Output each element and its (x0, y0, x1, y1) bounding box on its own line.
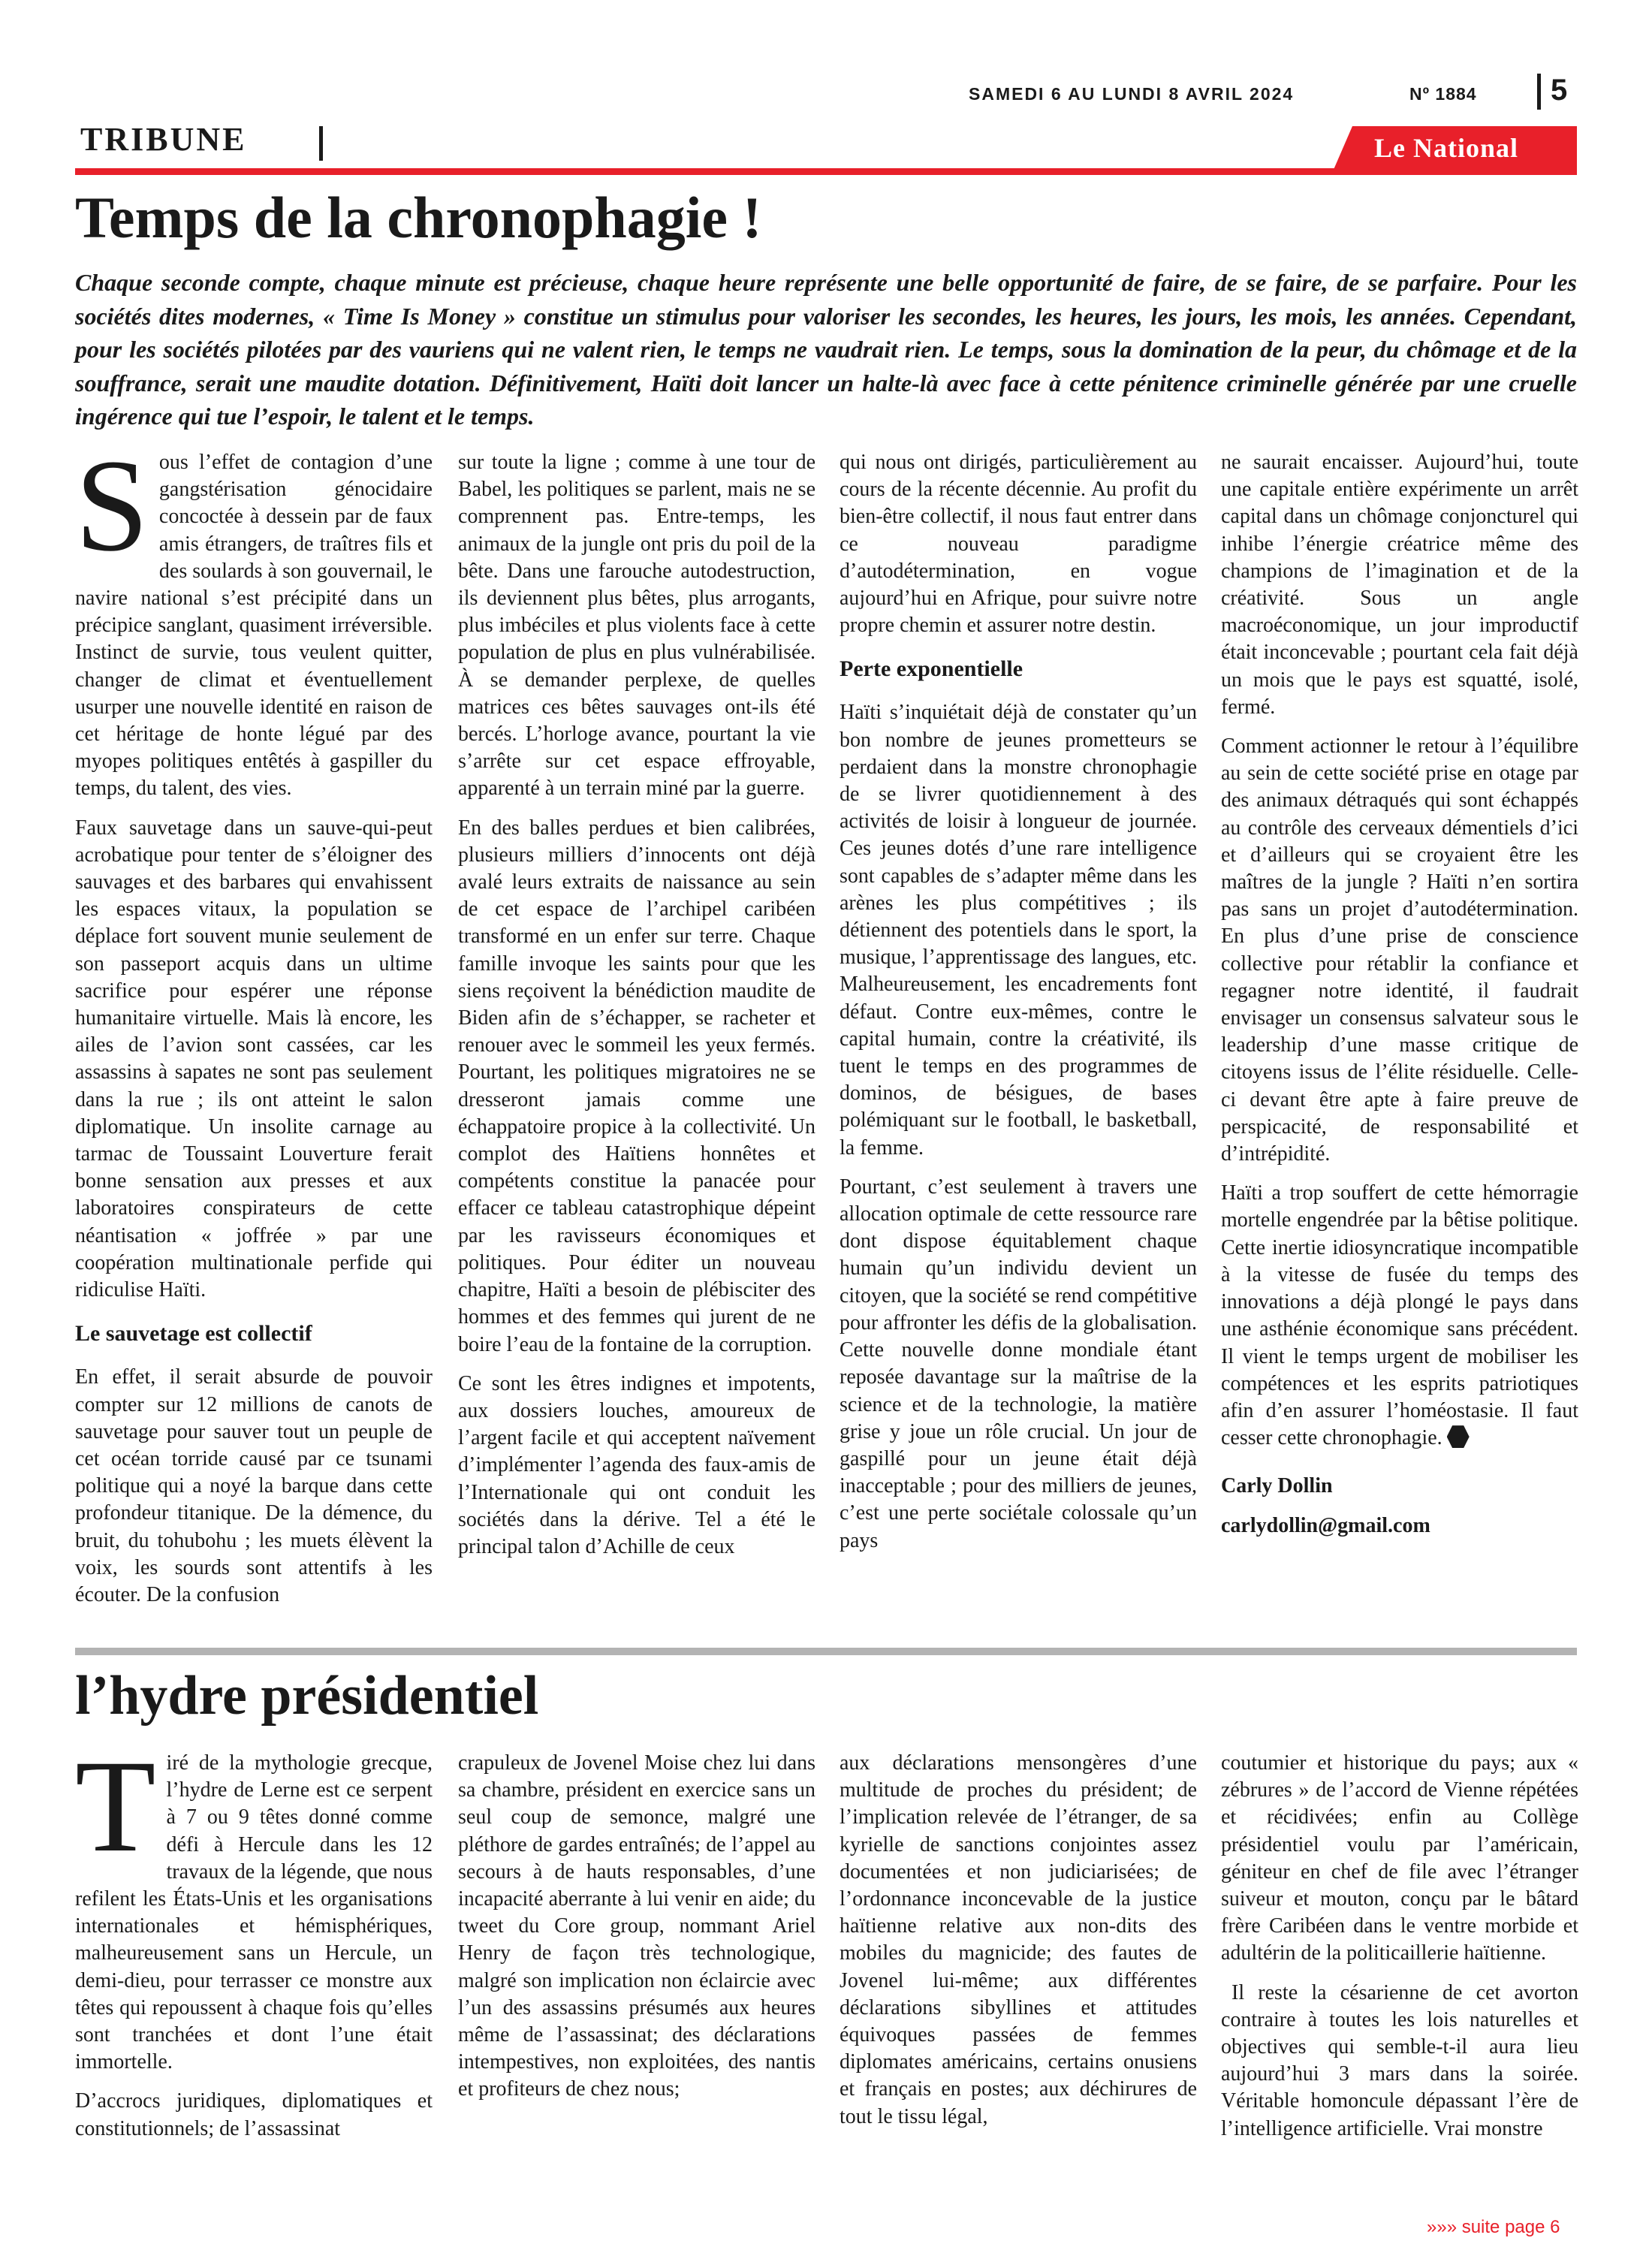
article-column-3 (840, 449, 1197, 1567)
subheading: Perte exponentielle (840, 656, 1023, 682)
paragraph: aux déclarations mensongères d’une multitude de proches du président; de l’implication relevée de l’étranger, de sa kyrielle de sanctions conjointes assez documentées et non judiciarisées; de l’ordonnance inconcevable de la justice haïtienne relative aux non-dits des mobiles du magnicide; des fautes de Jovenel lui-même; aux différentes déclarations sibyllines et attitudes équivoques passées de femmes diplomates américains, certains onusiens et français en postes; aux déchirures de tout le tissu légal, (840, 1751, 1197, 2128)
article-column-1 (75, 1733, 433, 2155)
paragraph: Faux sauvetage dans un sauve-qui-peut acrobatique pour tenter de s’éloigner des sauvages et des barbares qui envahissent les espaces vitaux, la population se déplace fort souvent munie seulement de son passeport acquis dans un ultime sacrifice pour espérer une réponse humanitaire virtuelle. Mais là encore, les ailes de l’avion sont cassées, car les assassins à sapates ne sont pas seulement dans la rue ; ils ont atteint le salon diplomatique. Un insolite carnage au tarmac de Toussaint Louverture ferait bonne sensation aux presses et aux laboratoires conspirateurs de cette néantisation « joffrée » par une coopération multinationale perfide qui ridiculise Haïti. (75, 816, 433, 1302)
article-column-2 (458, 449, 815, 1573)
author-email: carlydollin@gmail.com (1221, 1513, 1430, 1537)
paragraph-text: Haïti a trop souffert de cette hémorragie mortelle engendrée par la bêtise politique. Cette inertie idiosyncratique incompatible à la vitesse de fusée du temps des innovations a déjà plongé le pays dans une asthénie économique sans précédent. Il vient le temps urgent de mobiliser les compétences et les esprits patriotiques afin d’en assurer l’homéostasie. Il faut cesser cette chronophagie. (1221, 1181, 1578, 1450)
paragraph (75, 433, 433, 803)
continued-link[interactable]: »»» suite page 6 (1427, 2217, 1560, 2237)
paragraph: Pourtant, c’est seulement à travers une allocation optimale de cette ressource rare dont dispose équitablement chaque humain qu’un individu devient un citoyen, que la société se rend compétitive pour affronter les défis de la globalisation. Cette nouvelle donne mondiale étant reposée davantage sur la maîtrise de la science et de la technologie, la matière grise y joue un rôle crucial. Un jour de gaspillé pour un jeune était déjà inacceptable ; pour des milliers de jeunes, c’est une perte sociétale colossale qu’un pays (840, 1175, 1197, 1552)
article-column-1 (75, 433, 433, 1621)
article-title: l’hydre présidentiel (75, 1665, 539, 1727)
page-divider (1537, 74, 1541, 110)
page-number: 5 (1551, 74, 1568, 107)
article-column-4 (1221, 1750, 1578, 2155)
paragraph: D’accrocs juridiques, diplomatiques et constitutionnels; de l’assassinat (75, 2089, 433, 2140)
paragraph: coutumier et historique du pays; aux « zébrures » de l’accord de Vienne répétées et récidivées; enfin au Collège présidentiel voulu par l’américain, géniteur en chef de file avec l’étranger suiveur et mouton, conçu par le bâtard frère Caribéen dans le ventre morbide et adultérin de la politicaillerie haïtienne. (1221, 1751, 1578, 1965)
end-mark-icon (1447, 1425, 1470, 1448)
author-name: Carly Dollin (1221, 1474, 1333, 1498)
section-label: TRIBUNE (80, 121, 247, 158)
paragraph: sur toute la ligne ; comme à une tour de Babel, les politiques se parlent, mais ne se comprennent pas. Entre-temps, les animaux de la jungle ont pris du poil de la bête. Dans une farouche autodestruction, ils deviennent plus bêtes, plus arrogants, plus imbéciles et plus violents face à cette population de plus en plus vulnérabilisée. À se demander perplexe, de quelles matrices ces bêtes sauvages ont-ils été bercés. L’horloge avance, pourtant la vie s’arrête sur cet espace effroyable, apparenté à un terrain miné par la guerre. (458, 451, 815, 801)
article-column-3 (840, 1750, 1197, 2143)
masthead-top (961, 74, 1622, 111)
article-divider (75, 1648, 1577, 1655)
section-divider (319, 126, 323, 161)
paragraph (75, 1733, 433, 2076)
issue-number: Nº 1884 (1409, 84, 1477, 104)
brand-name: Le National (1374, 133, 1519, 163)
byline (1221, 1473, 1578, 1539)
paragraph-text: ous l’effet de contagion d’une gangstérisation génocidaire concoctée à dessein par de faux amis étrangers, de traîtres fils et des soulards à son gouvernail, le navire national s’est précipité dans un précipice sanglant, quasiment irréversible. Instinct de survie, tous veulent quitter, changer de climat et éventuellement usurper une nouvelle identité en raison de cet héritage de honte légué par des myopes politiques entêtés à gaspiller du temps, du talent, des vies. (75, 451, 433, 801)
paragraph: Ce sont les êtres indignes et impotents, aux dossiers louches, amoureux de l’argent facile et qui acceptent naïvement d’implémenter l’agenda des faux-amis de l’Internationale qui ont conduit les sociétés dans la dérive. Tel a été le principal talon d’Achille de ceux (458, 1371, 815, 1558)
paragraph: ne saurait encaisser. Aujourd’hui, toute une capitale entière expérimente un arrêt capital dans un chômage conjoncturel qui inhibe l’énergie créatrice même des champions de l’imagination et de la créativité. Sous un angle macroéconomique, un jour improductif était inconcevable ; pourtant cela fait déjà un mois que le pays est squatté, isolé, fermé. (1221, 451, 1578, 719)
paragraph: crapuleux de Jovenel Moise chez lui dans sa chambre, président en exercice sans un seul coup de semonce, malgré une pléthore de gardes entraînés; de l’appel au secours à de hauts responsables, d’une incapacité aberrante à lui venir en aide; du tweet du Core group, nommant Ariel Henry de façon très technologique, malgré son implication non éclaircie avec l’un des assassins présumés aux heures même de l’assassinat; des déclarations intempestives, non exploitées, des nantis et profiteurs de chez nous; (458, 1751, 815, 2101)
article-column-4 (1221, 449, 1578, 1552)
paragraph: Comment actionner le retour à l’équilibre au sein de cette société prise en otage par des animaux détraqués qui sont échappés au contrôle des cerveaux démentiels d’ici et d’ailleurs qui se croyaient être les maîtres de la jungle ? Haïti n’en sortira pas sans un projet d’autodétermination. En plus d’une prise de conscience collective pour rétablir la confiance et regagner notre identité, il faudrait envisager un consensus salvateur sous le leadership d’une masse critique de citoyens issus de l’élite résiduelle. Celle-ci devant être apte à faire preuve de perspicacité, de responsabilité et d’intrépidité. (1221, 734, 1578, 1166)
issue-date: SAMEDI 6 AU LUNDI 8 AVRIL 2024 (969, 84, 1295, 104)
article-lede: Chaque seconde compte, chaque minute est précieuse, chaque heure représente une belle opportunité de faire, de se faire, de se parfaire. Pour les sociétés dites modernes, « Time Is Money » constitue un stimulus pour valoriser les secondes, les heures, les jours, les mois, les années. Cependant, pour les sociétés pilotées par des vauriens qui ne valent rien, le temps ne vaudrait rien. Le temps, sous la domination de la peur, du chômage et de la souffrance, serait une maudite dotation. Définitivement, Haïti doit lancer un halte-là avec face à cette pénitence criminelle générée par une cruelle ingérence qui tue l’espoir, le talent et le temps. (75, 269, 1577, 430)
paragraph-text: iré de la mythologie grecque, l’hydre de Lerne est ce serpent à 7 ou 9 têtes donné comme défi à Hercule dans les 12 travaux de la légende, que nous refilent les États-Unis et les organisations internationales et hémisphériques, malheureusement sans un Hercule, un demi-dieu, pour terrasser ce monstre aux têtes qui repoussent à chaque fois qu’elles sont tranchées et dont l’une était immortelle. (75, 1751, 433, 2074)
paragraph: qui nous ont dirigés, particulièrement au cours de la récente décennie. Au profit du bien-être collectif, il nous faut entrer dans ce nouveau paradigme d’autodétermination, en vogue aujourd’hui en Afrique, pour suivre notre propre chemin et assurer notre destin. (840, 451, 1197, 638)
drop-cap: S (75, 433, 149, 579)
paragraph (1221, 1180, 1578, 1452)
header-rule (75, 168, 1577, 175)
paragraph: Il reste la césarienne de cet avorton contraire à toutes les lois naturelles et objectives qui semble-t-il aura lieu aujourd’hui 3 mars dans la soirée. Véritable homoncule dépassant l’ère de l’intelligence artificielle. Vrai monstre (1221, 1980, 1578, 2140)
article-title: Temps de la chronophagie ! (75, 185, 762, 250)
article-column-2 (458, 1750, 815, 2116)
drop-cap: T (75, 1733, 156, 1880)
paragraph: En des balles perdues et bien calibrées, plusieurs milliers d’innocents ont déjà avalé leurs extraits de naissance au sein de cet espace de l’archipel caribéen transformé en un enfer sur terre. Chaque famille invoque les saints pour que les siens reçoivent la bénédiction maudite de Biden afin de s’échapper, se racheter et renouer avec le sommeil les yeux fermés. Pourtant, les politiques migratoires ne se dresseront jamais comme une échappatoire propice à la collectivité. Un complot des Haïtiens honnêtes et compétents constitue la panacée pour effacer ce tableau catastrophique dépeint par les ravisseurs économiques et politiques. Pour éditer un nouveau chapitre, Haïti a besoin de plébisciter des hommes et des femmes qui jurent de ne boire l’eau de la fontaine de la corruption. (458, 816, 815, 1356)
paragraph: En effet, il serait absurde de pouvoir compter sur 12 millions de canots de sauvetage pour sauver tout un peuple de cet océan torride causé par ce tsunami politique qui a noyé la barque dans cette profondeur titanique. De la démence, du bruit, du tohubohu ; les muets élèvent la voix, les sourds sont attentifs à les écouter. De la confusion (75, 1365, 433, 1606)
paragraph: Haïti s’inquiétait déjà de constater qu’un bon nombre de jeunes prometteurs se perdaient dans la monstre chronophagie de se livrer quotidiennement à des activités de loisir à longueur de journée. Ces jeunes dotés d’une rare intelligence sont capables de s’adapter même dans les arènes les plus compétitives ; ils détiennent des potentiels dans le sport, la musique, l’apprentissage des langues, etc. Malheureusement, les encadrements font défaut. Contre eux-mêmes, contre le capital humain, contre la créativité, ils tuent le temps en des programmes de dominos, de bésigues, de bases polémiquant sur le football, le basketball, la femme. (840, 701, 1197, 1160)
subheading: Le sauvetage est collectif (75, 1321, 312, 1347)
